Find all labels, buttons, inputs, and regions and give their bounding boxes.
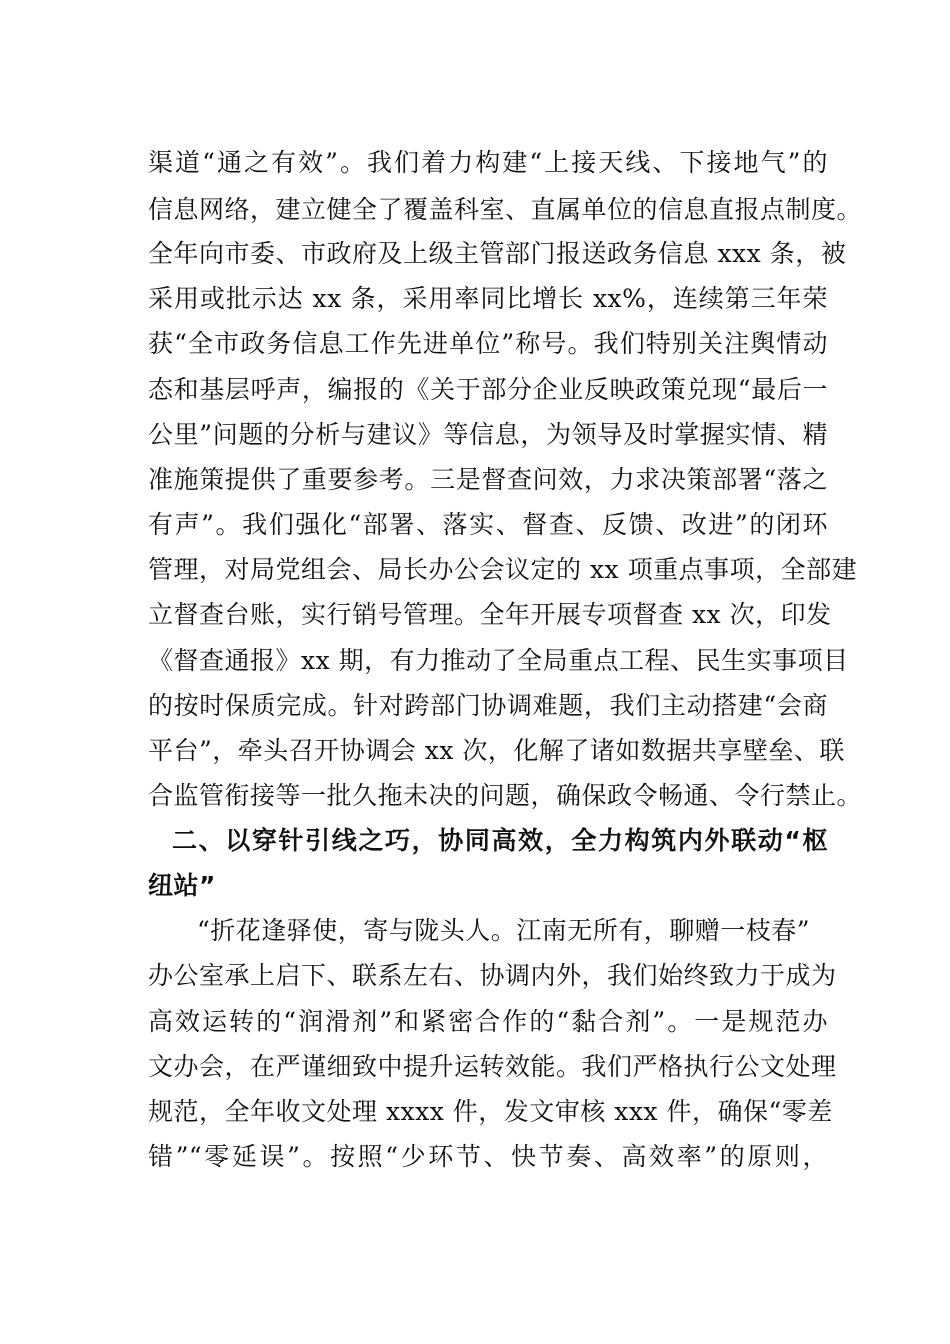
body-text-line: 公里”问题的分析与建议》等信息，为领导及时掌握实情、精 [148,420,828,449]
body-text-line: 错”“零延误”。按照“少环节、快节奏、高效率”的原则， [148,1142,828,1171]
body-text-line: 平台”，牵头召开协调会 xx 次，化解了诸如数据共享壁垒、联 [148,736,845,765]
body-text-line: 获“全市政务信息工作先进单位”称号。我们特别关注舆情动 [148,329,828,358]
section-heading-line: 二、以穿针引线之巧，协同高效，全力构筑内外联动“枢 [172,826,828,855]
section-heading-line: 纽站” [148,871,216,900]
body-text-line: 全年向市委、市政府及上级主管部门报送政务信息 xxx 条，被 [148,239,847,268]
body-text-line: 的按时保质完成。针对跨部门协调难题，我们主动搭建“会商 [148,691,828,720]
body-text-line: 采用或批示达 xx 条，采用率同比增长 xx%，连续第三年荣 [148,284,828,313]
body-text-line: 办公室承上启下、联系左右、协调内外，我们始终致力于成为 [148,961,837,990]
body-text-line: 管理，对局党组会、局长办公会议定的 xx 项重点事项，全部建 [148,555,858,584]
body-text-line: “折花逢驿使，寄与陇头人。江南无所有，聊赠一枝春” [197,916,811,945]
body-text-line: 规范，全年收文处理 xxxx 件，发文审核 xxx 件，确保“零差 [148,1097,833,1126]
body-text-line: 渠道“通之有效”。我们着力构建“上接天线、下接地气”的 [148,148,828,177]
body-text-line: 有声”。我们强化“部署、落实、督查、反馈、改进”的闭环 [148,510,828,539]
body-text-line: 立督查台账，实行销号管理。全年开展专项督查 xx 次，印发 [148,600,832,629]
body-text-line: 《督查通报》xx 期，有力推动了全局重点工程、民生实事项目 [148,646,849,675]
body-text-line: 准施策提供了重要参考。三是督查问效，力求决策部署“落之 [148,465,828,494]
body-text-line: 态和基层呼声，编报的《关于部分企业反映政策兑现“最后一 [148,375,828,404]
body-text-line: 信息网络，建立健全了覆盖科室、直属单位的信息直报点制度。 [148,195,863,224]
body-text-line: 文办会，在严谨细致中提升运转效能。我们严格执行公文处理 [148,1052,837,1081]
body-text-line: 合监管衔接等一批久拖未决的问题，确保政令畅通、令行禁止。 [148,781,863,810]
body-text-line: 高效运转的“润滑剂”和紧密合作的“黏合剂”。一是规范办 [148,1007,828,1036]
